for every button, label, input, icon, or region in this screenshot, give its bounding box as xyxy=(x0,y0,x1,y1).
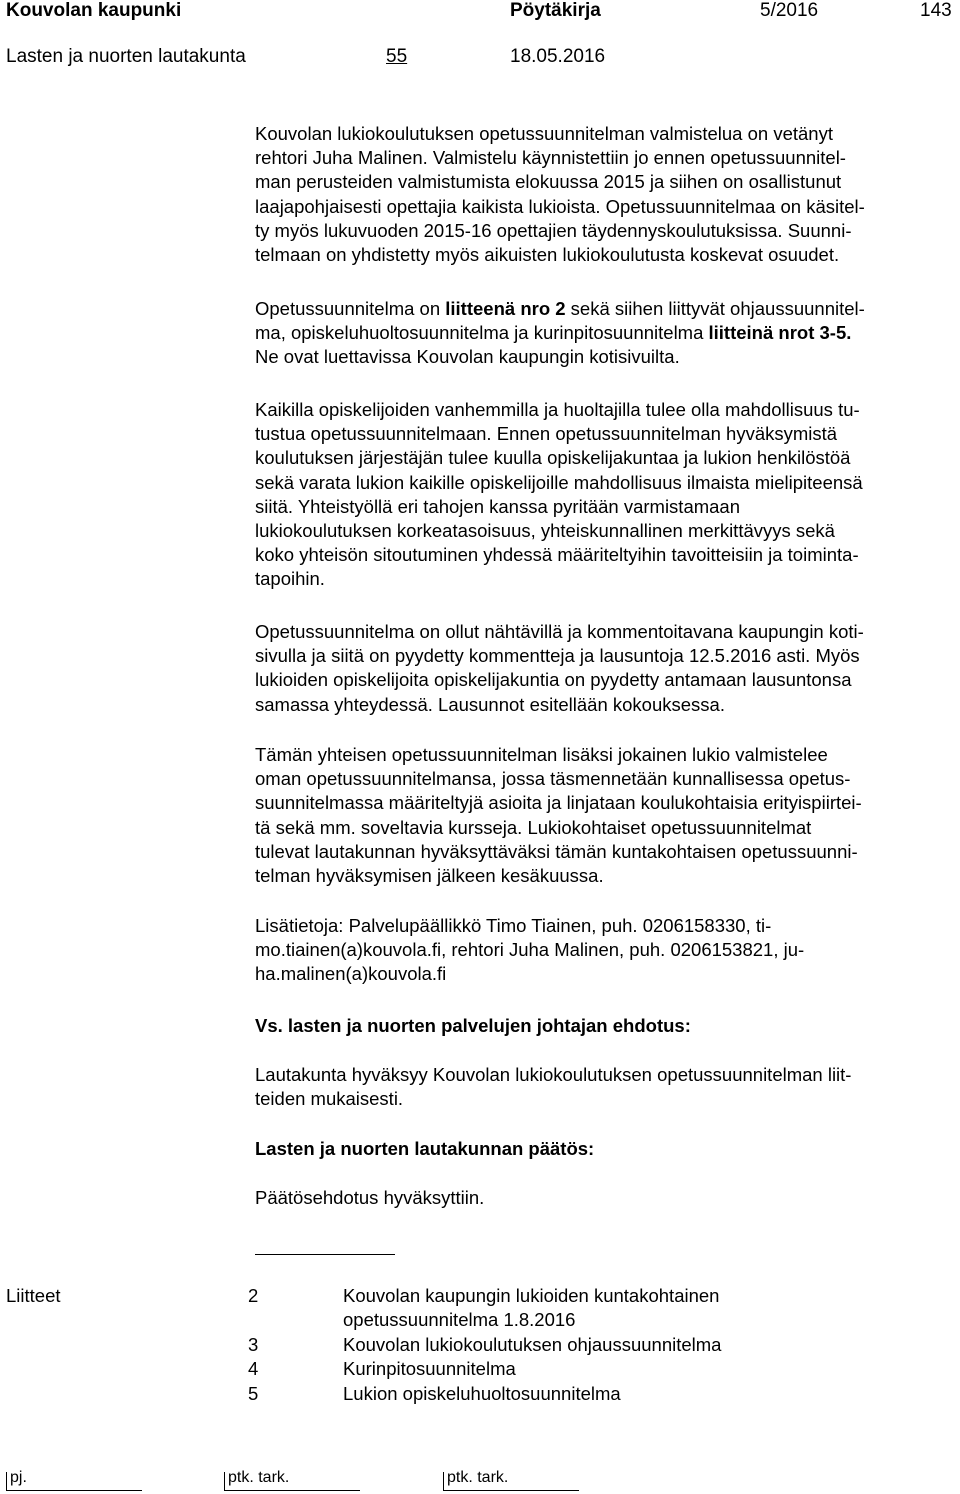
text-span: sekä siihen liittyvät ohjaussuunnitel- xyxy=(565,298,865,319)
signature-field-edge xyxy=(443,1472,444,1490)
text-line: sekä varata lukion kaikille opiskelijoille mahdollisuus ilmaista mielipiteensä xyxy=(255,471,863,493)
text-line xyxy=(255,321,955,345)
text-line: suunnitelmassa määriteltyjä asioita ja linjataan koulukohtaisia erityispiirtei- xyxy=(255,792,862,814)
text-line: Lisätietoja: Palvelupäällikkö Timo Tiainen, puh. 0206158330, ti- xyxy=(255,915,772,936)
signature-field-edge xyxy=(224,1472,225,1490)
text-line: rehtori Juha Malinen. Valmistelu käynnistettiin jo ennen opetussuunnitel- xyxy=(255,147,846,169)
section-number: 55 xyxy=(386,46,408,67)
attachment-reference: liitteinä nrot 3-5 xyxy=(708,322,847,344)
paragraph-contact-info xyxy=(255,914,955,987)
attachment-title: Kurinpitosuunnitelma xyxy=(343,1358,516,1379)
decision-heading: Lasten ja nuorten lautakunnan päätös: xyxy=(255,1138,595,1159)
text-line: tapoihin. xyxy=(255,568,325,590)
attachment-title: opetussuunnitelma 1.8.2016 xyxy=(343,1309,576,1330)
text-line xyxy=(255,297,955,321)
board-name: Lasten ja nuorten lautakunta xyxy=(6,46,246,67)
meeting-date: 18.05.2016 xyxy=(510,46,606,67)
document-type: Pöytäkirja xyxy=(510,0,601,21)
page-number: 143 xyxy=(920,0,952,21)
organization-name: Kouvolan kaupunki xyxy=(6,0,182,21)
text-line: laajapohjaisesti opettajia kaikista lukioista. Opetussuunnitelmaa on käsitel- xyxy=(255,195,865,217)
text-line: telmaan on yhdistetty myös aikuisten lukiokoulutusta koskevat osuudet. xyxy=(255,244,840,266)
text-line: Ne ovat luettavissa Kouvolan kaupungin kotisivuilta. xyxy=(255,346,680,368)
minutes-checker-line xyxy=(443,1490,579,1491)
text-line: Tämän yhteisen opetussuunnitelman lisäksi jokainen lukio valmistelee xyxy=(255,744,828,765)
issue-number: 5/2016 xyxy=(760,0,819,21)
text-line: tä sekä mm. soveltavia kursseja. Lukiokohtaiset opetussuunnitelmat xyxy=(255,816,812,838)
proposal-text xyxy=(255,1063,955,1111)
minutes-checker-line xyxy=(224,1490,360,1491)
attachment-number: 2 xyxy=(248,1285,259,1306)
text-line: Lautakunta hyväksyy Kouvolan lukiokoulutuksen opetussuunnitelman liit- xyxy=(255,1064,852,1085)
text-line: Kaikilla opiskelijoiden vanhemmilla ja huoltajilla tulee olla mahdollisuus tu- xyxy=(255,399,860,420)
text-line: telman hyväksymisen jälkeen kesäkuussa. xyxy=(255,865,604,887)
minutes-checker-label: ptk. tark. xyxy=(228,1469,290,1486)
text-line: ha.malinen(a)kouvola.fi xyxy=(255,963,447,985)
text-line: lukioiden opiskelijoita opiskelijakuntia on pyydetty antamaan lausuntonsa xyxy=(255,669,852,691)
text-line: sivulla ja siitä on pyydetty kommentteja ja lausuntoja 12.5.2016 asti. Myös xyxy=(255,645,860,667)
paragraph-attachments-reference xyxy=(255,297,955,370)
text-line: koko yhteisön sitoutuminen yhdessä määriteltyihin tavoitteisiin ja toiminta- xyxy=(255,544,859,566)
signature-field-edge xyxy=(6,1472,7,1490)
decision-text: Päätösehdotus hyväksyttiin. xyxy=(255,1187,485,1208)
paragraph-preparation xyxy=(255,122,955,267)
paragraph-school-plans xyxy=(255,743,955,888)
paragraph-comments xyxy=(255,620,955,717)
text-span: Opetussuunnitelma on xyxy=(255,298,446,319)
text-line: koulutuksen järjestäjän tulee kuulla opiskelijakuntaa ja lukion henkilöstöä xyxy=(255,447,851,469)
attachment-title: Lukion opiskeluhuoltosuunnitelma xyxy=(343,1383,621,1404)
text-line: oman opetussuunnitelmansa, jossa täsmennetään kunnallisessa opetus- xyxy=(255,768,851,790)
text-line: teiden mukaisesti. xyxy=(255,1088,404,1110)
attachment-number: 4 xyxy=(248,1358,259,1379)
text-line: tulevat lautakunnan hyväksyttäväksi tämän kuntakohtaisen opetussuunni- xyxy=(255,840,858,862)
text-line: siitä. Yhteistyöllä eri tahojen kanssa pyritään varmistamaan xyxy=(255,495,741,517)
attachment-reference: liitteenä nro 2 xyxy=(445,298,566,319)
text-line: Kouvolan lukiokoulutuksen opetussuunnitelman valmistelua on vetänyt xyxy=(255,123,833,144)
text-line: ty myös lukuvuoden 2015-16 opettajien täydennyskoulutuksissa. Suunni- xyxy=(255,219,852,241)
attachment-number: 5 xyxy=(248,1383,259,1404)
text-line: samassa yhteydessä. Lausunnot esitellään kokouksessa. xyxy=(255,693,725,715)
text-span: . xyxy=(846,322,852,344)
attachments-label: Liitteet xyxy=(6,1285,61,1306)
text-span: ma, opiskeluhuoltosuunnitelma ja kurinpitosuunnitelma xyxy=(255,322,709,344)
text-line: mo.tiainen(a)kouvola.fi, rehtori Juha Malinen, puh. 0206153821, ju- xyxy=(255,939,805,961)
text-line: man perusteiden valmistumista elokuussa 2015 ja siihen on osallistunut xyxy=(255,171,842,193)
proposal-heading: Vs. lasten ja nuorten palvelujen johtajan ehdotus: xyxy=(255,1015,691,1036)
attachment-title: Kouvolan kaupungin lukioiden kuntakohtainen xyxy=(343,1285,720,1306)
chairman-initials-line xyxy=(6,1490,142,1491)
minutes-checker-label: ptk. tark. xyxy=(447,1469,509,1486)
text-line: Opetussuunnitelma on ollut nähtävillä ja kommentoitavana kaupungin koti- xyxy=(255,621,864,642)
chairman-initials-label: pj. xyxy=(10,1469,27,1486)
attachment-number: 3 xyxy=(248,1334,259,1355)
text-line: tustua opetussuunnitelmaan. Ennen opetussuunnitelman hyväksymistä xyxy=(255,423,838,445)
text-line: lukiokoulutuksen korkeatasoisuus, yhteiskunnallinen merkittävyys sekä xyxy=(255,520,835,542)
separator-line xyxy=(255,1254,395,1255)
paragraph-hearing xyxy=(255,398,955,592)
attachment-title: Kouvolan lukiokoulutuksen ohjaussuunnitelma xyxy=(343,1334,722,1355)
